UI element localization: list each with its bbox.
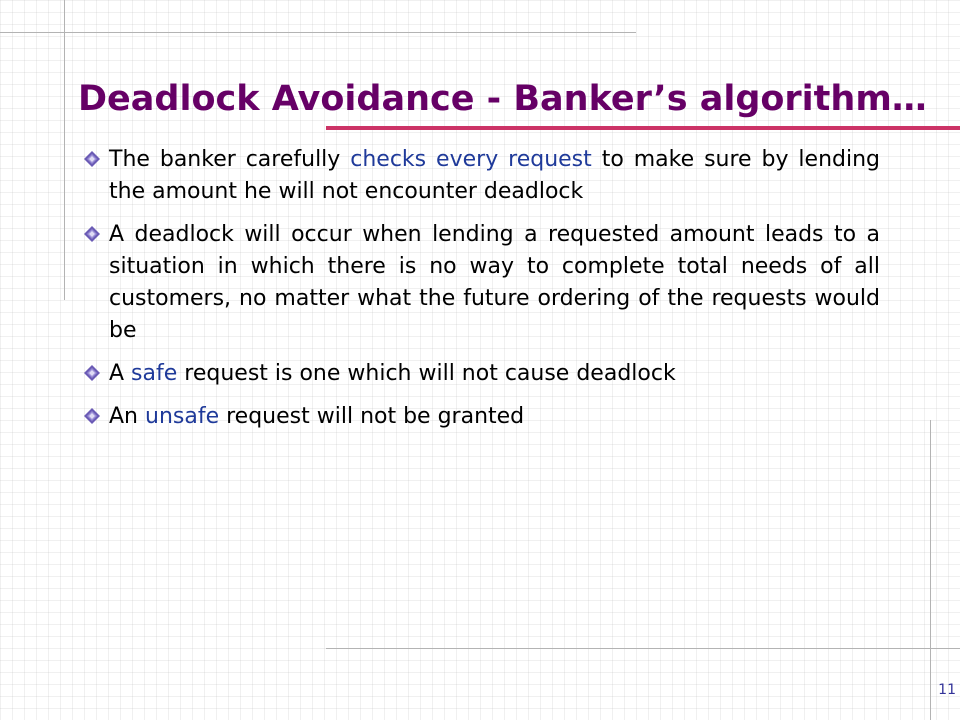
- bullet-text: [109, 358, 880, 390]
- text-run: An: [109, 404, 145, 429]
- text-run: request will not be granted: [219, 404, 525, 429]
- title-underline: [326, 126, 960, 130]
- decorative-vertical-line-right: [930, 420, 931, 720]
- bullet-item: [84, 401, 880, 433]
- bullet-text: [109, 144, 880, 208]
- text-run: The banker carefully: [109, 147, 351, 172]
- diamond-bullet-icon: [84, 365, 100, 381]
- highlighted-text: safe: [131, 361, 178, 386]
- slide-title: Deadlock Avoidance - Banker’s algorithm…: [78, 79, 927, 119]
- text-run: A: [109, 361, 132, 386]
- highlighted-text: checks every request: [350, 147, 592, 172]
- text-run: A deadlock will occur when lending a requested amount leads to a situation in which there is no way to complete total needs of all customers, no matter what the future ordering of the requests would be: [109, 222, 880, 343]
- bullet-list: [84, 144, 880, 444]
- diamond-bullet-icon: [84, 151, 100, 167]
- decorative-horizontal-line-top: [0, 32, 636, 33]
- decorative-vertical-line-left: [64, 0, 65, 300]
- decorative-horizontal-line-bottom: [326, 648, 960, 649]
- bullet-item: [84, 144, 880, 208]
- diamond-bullet-icon: [84, 226, 100, 242]
- bullet-item: [84, 219, 880, 347]
- bullet-item: [84, 358, 880, 390]
- page-number: 11: [938, 682, 956, 698]
- highlighted-text: unsafe: [145, 404, 220, 429]
- bullet-text: [109, 219, 880, 347]
- bullet-text: [109, 401, 880, 433]
- text-run: request is one which will not cause deadlock: [177, 361, 676, 386]
- diamond-bullet-icon: [84, 408, 100, 424]
- text-run: to make sure by lending the amount he will not encounter deadlock: [109, 147, 880, 204]
